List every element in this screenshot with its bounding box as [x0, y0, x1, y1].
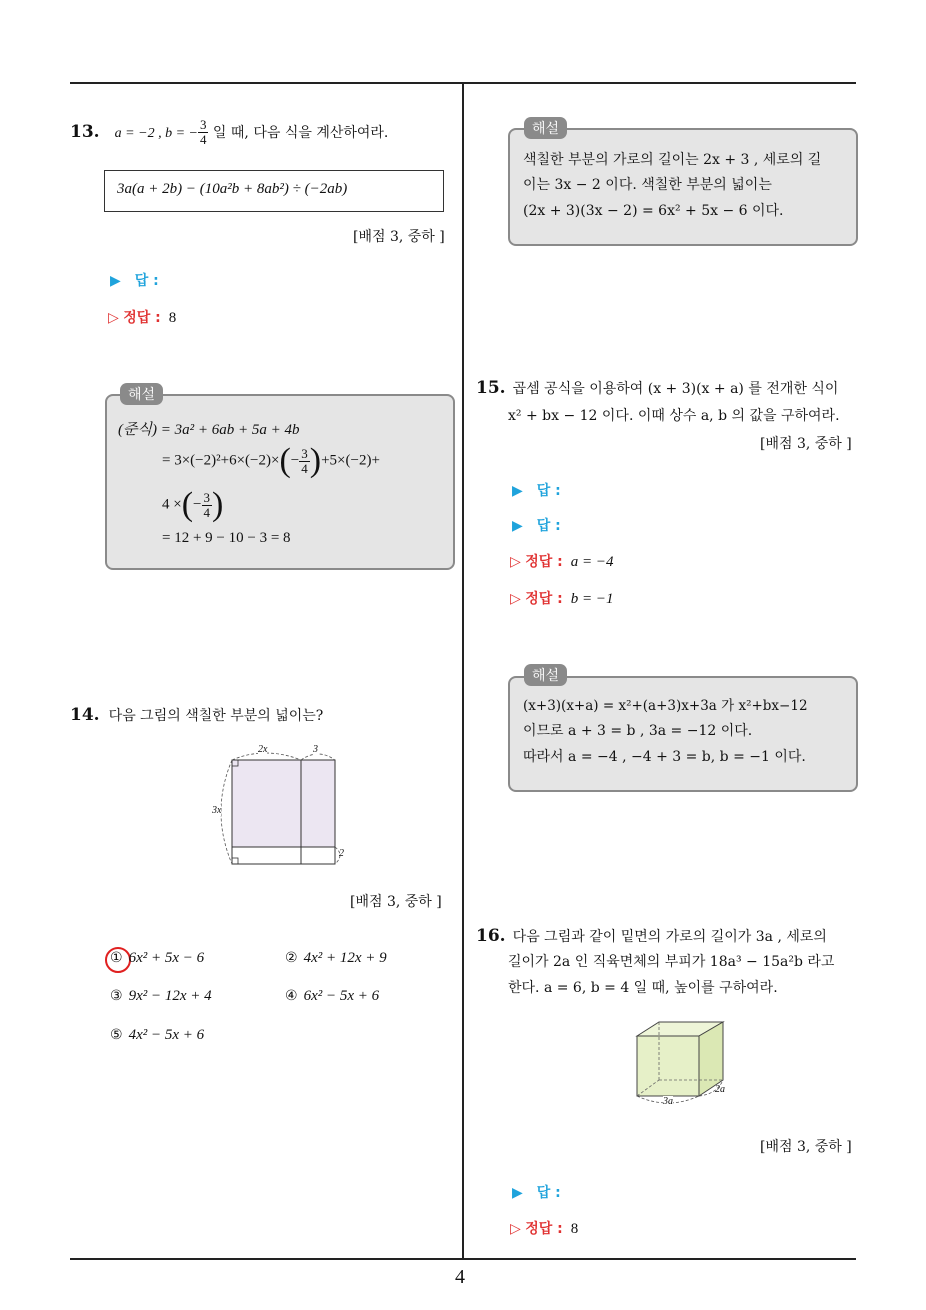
q14-fig-label-top-b: 3 [313, 744, 318, 755]
q15-correct-row-1 [510, 551, 614, 571]
q14-fig-label-right: 2 [339, 848, 344, 859]
q16-number: 16. [476, 926, 506, 946]
correct-label: 정답 : [525, 554, 563, 570]
q15-score: [배점 3, 중하 ] [760, 436, 852, 452]
q16-text-line2: 길이가 2a 인 직육면체의 부피가 18a³ − 15a²b 라고 [508, 954, 835, 970]
q14-header [70, 704, 323, 729]
q16-fig-label-b: 2a [715, 1084, 725, 1095]
answer-label: 답 : [134, 273, 159, 289]
q16-correct-value: 8 [570, 1221, 579, 1237]
q16-text-line1: 다음 그림과 같이 밑면의 가로의 길이가 3a , 세로의 [512, 929, 827, 945]
q14-explain-line3: (2x + 3)(3x − 2) = 6x² + 5x − 6 이다. [523, 203, 784, 219]
correct-triangle-icon: ▷ [510, 591, 521, 607]
q13-explain-line3: 4 ×(− $\frac{3}{4}$ ) [162, 486, 224, 523]
correct-triangle-icon: ▷ [510, 554, 521, 570]
q13-explain-line2: = 3×(−2)²+6×(−2)×(− $\frac{3}{4}$ )+5×(−2)+ [162, 442, 380, 479]
q14-fig-label-left: 3x [212, 805, 222, 816]
q15-number: 15. [476, 378, 506, 398]
q14-explain-tag: 해설 [524, 117, 567, 139]
correct-label: 정답 : [525, 1221, 563, 1237]
q14-explain-line2: 이는 3x − 2 이다. 색칠한 부분의 넓이는 [523, 177, 772, 193]
page-number: 4 [455, 1266, 465, 1288]
q15-answer-row-2[interactable] [512, 515, 561, 535]
answer-triangle-icon: ▶ [512, 1185, 523, 1201]
q14-option-3[interactable]: ③ 9x² − 12x + 4 [110, 988, 212, 1004]
q13-fraction: $\frac{3}{4}$ [199, 117, 207, 147]
q15-text-line2: x² + bx − 12 이다. 이때 상수 a, b 의 값을 구하여라. [508, 408, 840, 424]
q14-explain-line1: 색칠한 부분의 가로의 길이는 2x + 3 , 세로의 길 [523, 152, 822, 168]
q15-correct-row-2 [510, 588, 614, 608]
q14-score: [배점 3, 중하 ] [350, 894, 442, 910]
correct-label: 정답 : [123, 310, 161, 326]
q13-answer-row[interactable] [110, 270, 159, 290]
q16-cuboid-figure [625, 1018, 745, 1110]
q13-header [70, 118, 388, 147]
q15-explain-line3: 따라서 a = −4 , −4 + 3 = b, b = −1 이다. [523, 749, 806, 765]
correct-label: 정답 : [525, 591, 563, 607]
answer-triangle-icon: ▶ [110, 273, 121, 289]
q14-option-4[interactable]: ④ 6x² − 5x + 6 [285, 988, 380, 1004]
correct-triangle-icon: ▷ [108, 310, 119, 326]
q16-fig-label-a: 3a [663, 1096, 673, 1107]
q15-text-line1: 곱셈 공식을 이용하여 (x + 3)(x + a) 를 전개한 식이 [512, 381, 839, 397]
q13-expression: 3a(a + 2b) − (10a²b + 8ab²) ÷ (−2ab) [117, 181, 348, 197]
q16-correct-row [510, 1218, 578, 1238]
q13-condition: a = −2 , b = − [114, 126, 198, 141]
column-divider [462, 84, 464, 1260]
q13-explain-tag: 해설 [120, 383, 163, 405]
q13-explain-line4: = 12 + 9 − 10 − 3 = 8 [162, 530, 291, 546]
q14-shaded-region [232, 760, 335, 847]
q13-number: 13. [70, 122, 100, 142]
correct-triangle-icon: ▷ [510, 1221, 521, 1237]
q16-score: [배점 3, 중하 ] [760, 1139, 852, 1155]
answer-label: 답 : [536, 518, 561, 534]
bottom-rule [70, 1258, 856, 1260]
q14-text: 다음 그림의 색칠한 부분의 넓이는? [108, 708, 324, 724]
answer-triangle-icon: ▶ [512, 483, 523, 499]
answer-label: 답 : [536, 483, 561, 499]
q14-option-2[interactable]: ② 4x² + 12x + 9 [285, 950, 387, 966]
q13-expression-box [104, 170, 444, 212]
q16-cuboid-front [637, 1036, 699, 1096]
q13-explain-line1: (준식) = 3a² + 6ab + 5a + 4b [118, 422, 300, 438]
q15-correct-b: b = −1 [570, 591, 614, 607]
q16-answer-row[interactable] [512, 1182, 561, 1202]
q13-correct-value: 8 [168, 310, 177, 326]
q13-text: 일 때, 다음 식을 계산하여라. [208, 125, 389, 141]
q16-header [476, 925, 827, 950]
q14-figure [205, 742, 355, 872]
q13-correct-row [108, 307, 176, 327]
q15-header [476, 377, 838, 402]
q15-explain-line2: 이므로 a + 3 = b , 3a = −12 이다. [523, 723, 753, 739]
q14-option-1[interactable]: ① 6x² + 5x − 6 [110, 950, 205, 966]
q15-correct-a: a = −4 [570, 554, 614, 570]
answer-triangle-icon: ▶ [512, 518, 523, 534]
q14-fig-label-top-a: 2x [258, 744, 268, 755]
q15-explain-tag: 해설 [524, 664, 567, 686]
answer-label: 답 : [536, 1185, 561, 1201]
q14-number: 14. [70, 705, 100, 725]
q15-answer-row-1[interactable] [512, 480, 561, 500]
q14-option-5[interactable]: ⑤ 4x² − 5x + 6 [110, 1027, 205, 1043]
q15-explain-line1: (x+3)(x+a) = x²+(a+3)x+3a 가 x²+bx−12 [523, 698, 808, 714]
q16-text-line3: 한다. a = 6, b = 4 일 때, 높이를 구하여라. [508, 980, 778, 996]
q13-score: [배점 3, 중하 ] [353, 229, 445, 245]
